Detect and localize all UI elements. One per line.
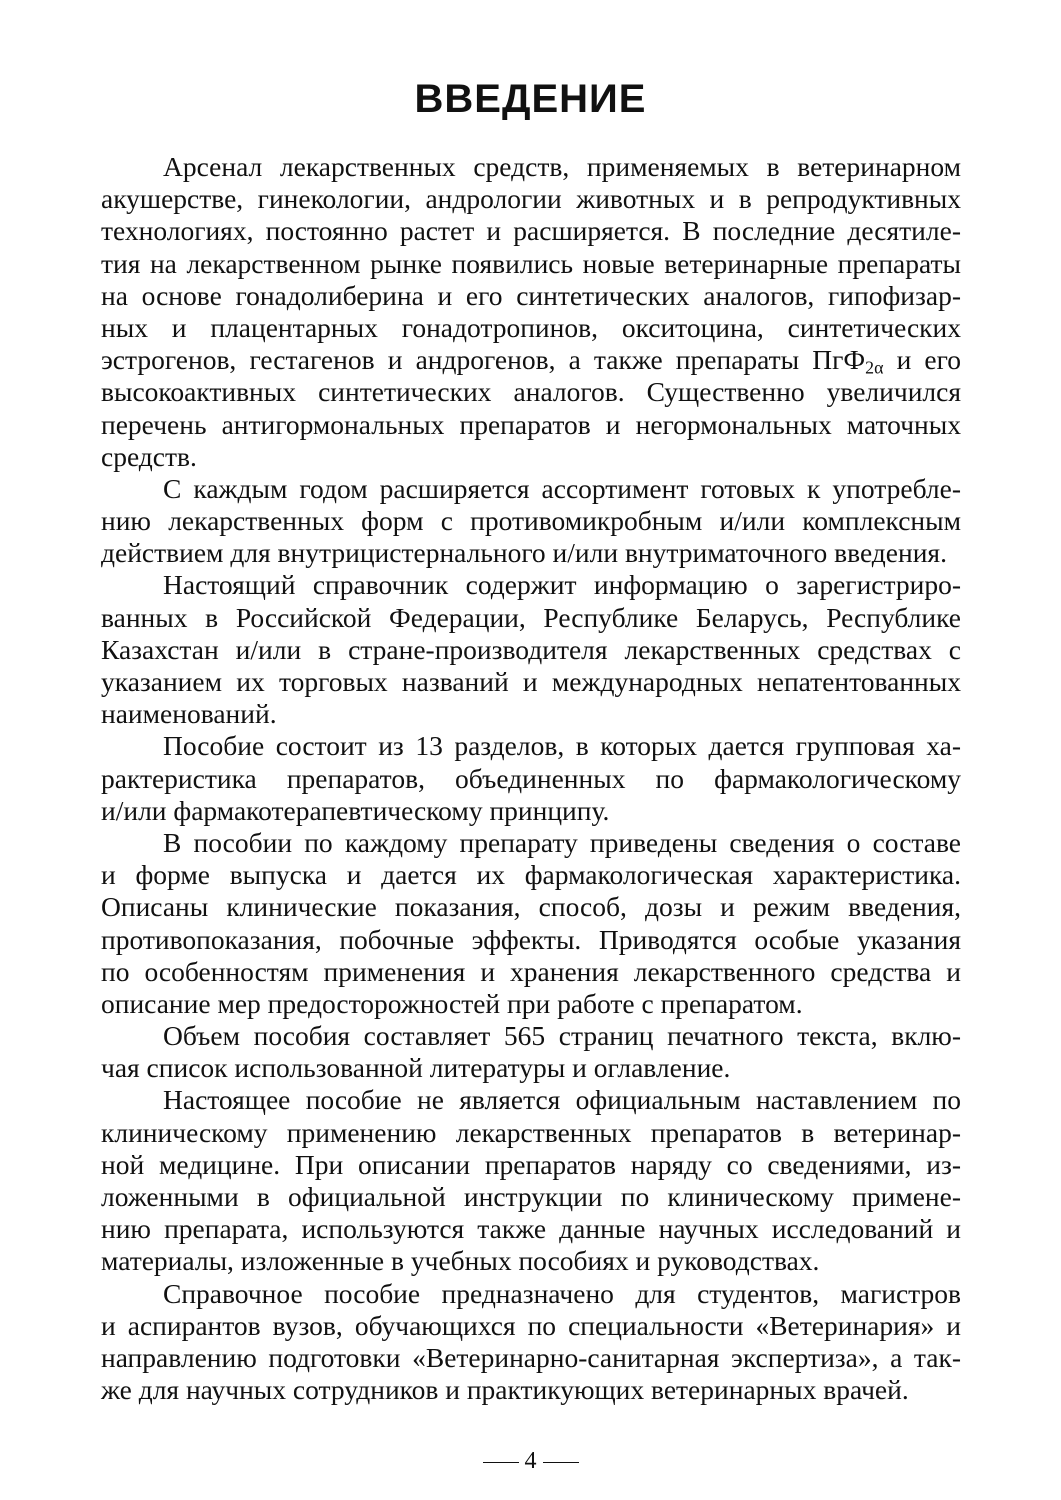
text-line: же для научных сотрудников и практикующих ветеринарных врачей.	[101, 1374, 909, 1406]
paragraph	[101, 151, 961, 473]
text-line: и аспирантов вузов, обучающихся по специальности «Ветеринария» и	[101, 1309, 961, 1341]
text-line: чая список использованной литературы и оглавление.	[101, 1052, 731, 1084]
text-line: Объем пособия составляет 565 страниц печатного текста, вклю-	[163, 1020, 961, 1052]
text-line: ных и плацентарных гонадотропинов, окситоцина, синтетических	[101, 311, 961, 343]
text-line: ложенными в официальной инструкции по клиническому примене-	[101, 1181, 961, 1212]
text-line: рактеристика препаратов, объединенных по фармакологическому	[101, 762, 961, 794]
text-line: Описаны клинические показания, способ, дозы и режим введения,	[101, 891, 961, 923]
text-line: Пособие состоит из 13 разделов, в которых дается групповая ха-	[163, 730, 961, 762]
paragraph	[101, 1084, 961, 1277]
page-footer	[0, 1446, 1061, 1476]
text-line: С каждым годом расширяется ассортимент готовых к употребле-	[163, 472, 961, 504]
text-line: по особенностям применения и хранения лекарственного средства и	[101, 955, 961, 987]
text-line: клиническому применению лекарственных препаратов в ветеринар-	[101, 1116, 961, 1148]
text-line: и форме выпуска и дается их фармакологическая характеристика.	[101, 859, 961, 891]
subscript: 2α	[865, 357, 884, 378]
paragraph	[101, 569, 961, 730]
text-line: Настоящий справочник содержит информацию о зарегистриро-	[163, 569, 961, 601]
text-line: нию препарата, используются также данные научных исследований и	[101, 1213, 961, 1245]
text-line: указанием их торговых названий и международных непатентованных	[101, 666, 961, 697]
text-line: действием для внутрицистернального и/или внутриматочного введения.	[101, 537, 947, 569]
text-line: Справочное пособие предназначено для студентов, магистров	[163, 1277, 961, 1309]
introduction-text	[101, 151, 961, 1406]
text-line: материалы, изложенные в учебных пособиях и руководствах.	[101, 1245, 820, 1277]
text-line: противопоказания, побочные эффекты. Приводятся особые указания	[101, 923, 961, 955]
text-segment: и его	[883, 344, 961, 376]
text-line: В пособии по каждому препарату приведены сведения о составе	[163, 826, 961, 858]
text-line: наименований.	[101, 698, 277, 730]
page-title: ВВЕДЕНИЕ	[414, 77, 647, 121]
text-line: нию лекарственных форм с противомикробным и/или комплексным	[101, 505, 961, 537]
paragraph	[101, 1278, 961, 1407]
text-line: Настоящее пособие не является официальным наставлением по	[163, 1084, 961, 1116]
paragraph	[101, 1020, 961, 1084]
text-line: Арсенал лекарственных средств, применяемых в ветеринарном	[163, 151, 961, 182]
text-line: Казахстан и/или в стране-производителя лекарственных средствах с	[101, 633, 961, 665]
footer-dash-right	[543, 1462, 579, 1463]
paragraph	[101, 473, 961, 570]
text-line: технологиях, постоянно растет и расширяется. В последние десятиле-	[101, 215, 961, 247]
text-line: ванных в Российской Федерации, Республике Беларусь, Республике	[101, 601, 961, 633]
text-line: и/или фармакотерапевтическому принципу.	[101, 794, 610, 826]
text-segment: эстрогенов, гестагенов и андрогенов, а также препараты ПгФ	[101, 344, 866, 376]
page-number: 4	[524, 1448, 537, 1474]
text-line: тия на лекарственном рынке появились новые ветеринарные препараты	[101, 247, 961, 279]
text-line: средств.	[101, 440, 197, 472]
text-line: описание мер предосторожностей при работе с препаратом.	[101, 987, 803, 1019]
footer-dash-left	[483, 1462, 519, 1463]
text-line: на основе гонадолиберина и его синтетических аналогов, гипофизар-	[101, 279, 961, 311]
text-line: направлению подготовки «Ветеринарно-санитарная экспертиза», а так-	[101, 1341, 961, 1373]
text-line: высокоактивных синтетических аналогов. Существенно увеличился	[101, 376, 961, 408]
text-line: акушерстве, гинекологии, андрологии животных и в репродуктивных	[101, 183, 961, 215]
paragraph	[101, 827, 961, 1020]
text-line: ной медицине. При описании препаратов наряду со сведениями, из-	[101, 1148, 961, 1180]
text-line	[101, 344, 961, 376]
paragraph	[101, 730, 961, 827]
text-line: перечень антигормональных препаратов и негормональных маточных	[101, 408, 961, 440]
